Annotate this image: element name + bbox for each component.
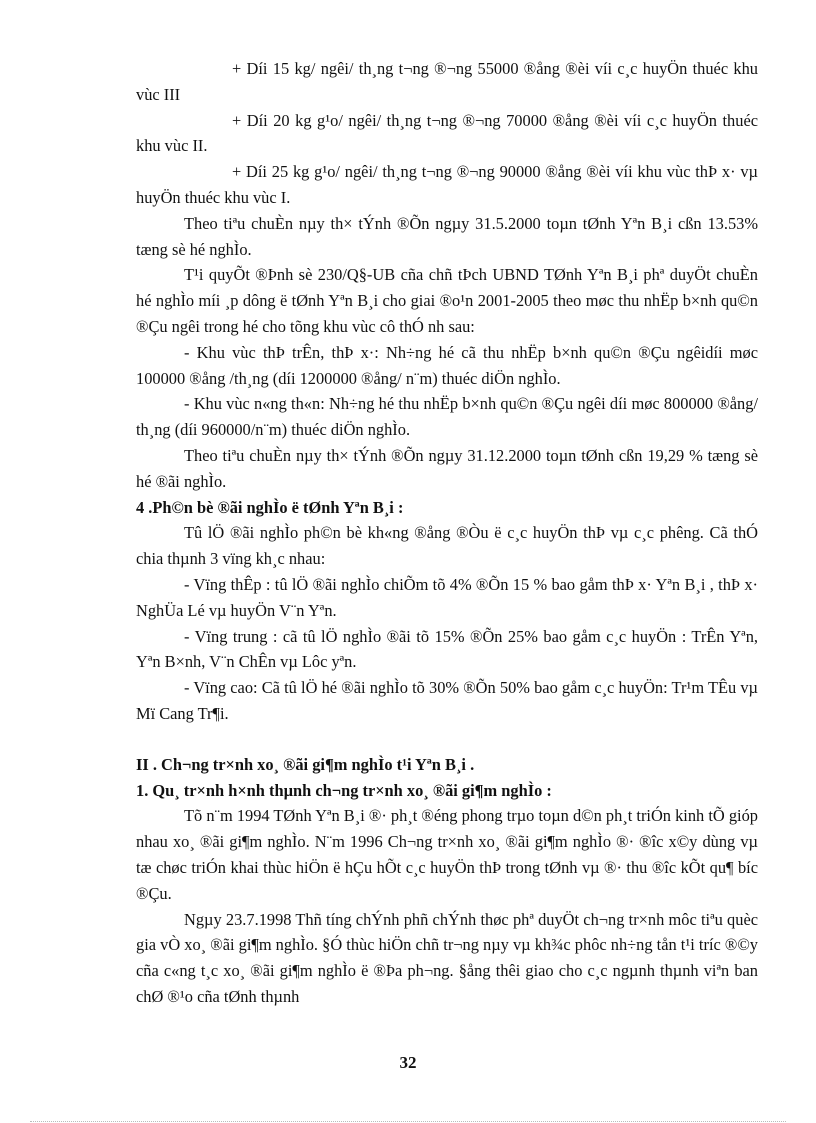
paragraph: - Vïng cao: Cã tû lÖ hé ®ãi nghÌo tõ 30% ®Õn 50% bao gåm c¸c huyÖn: Tr¹m TÊu vµ Mï Cang Tr¶i. — [136, 678, 758, 723]
paragraph: + Díi 15 kg/ ngêi/ th¸ng t¬ng ®¬ng 55000 ®ång ®èi víi c¸c huyÖn thuéc khu vùc III — [136, 59, 758, 104]
paragraph: - Khu vùc n«ng th«n: Nh÷ng hé thu nhËp b×nh qu©n ®Çu ngêi díi møc 800000 ®ång/ th¸ng (díi 960000/n¨m) thuéc diÖn nghÌo. — [136, 394, 758, 440]
paragraph: + Díi 25 kg g¹o/ ngêi/ th¸ng t¬ng ®¬ng 90000 ®ång ®èi víi khu vùc thÞ x· vµ huyÖn thuéc khu vùc I. — [136, 162, 758, 207]
paragraph: - Khu vùc thÞ trÊn, thÞ x·: Nh÷ng hé cã thu nhËp b×nh qu©n ®Çu ngêidíi møc 100000 ®ång /th¸ng (díi 1200000 ®ång/ n¨m) thuéc diÖn nghÌo. — [136, 342, 758, 388]
paragraph: Theo tiªu chuÈn nµy th× tÝnh ®Õn ngµy 31.12.2000 toµn tØnh cßn 19,29 % tæng sè hé ®ãi nghÌo. — [136, 445, 758, 491]
page-edge-divider — [30, 1121, 786, 1122]
paragraph: Ngµy 23.7.1998 Thñ tíng chÝnh phñ chÝnh thøc phª duyÖt ch¬ng tr×nh môc tiªu quèc gia vÒ xo¸ ®ãi gi¶m nghÌo. §Ó thùc hiÖn chñ tr¬ng nµy vµ kh¾c phôc nh÷ng tån t¹i tríc ®©y cña c«ng t¸c xo¸ ®ãi gi¶m nghÌo ë ®Þa ph¬ng. §ång thêi giao cho c¸c ngµnh thµnh viªn ban chØ ®¹o cña tØnh thµnh — [136, 909, 758, 1006]
section-heading-4: 4 .Ph©n bè ®ãi nghÌo ë tØnh Yªn B¸i : — [136, 497, 404, 517]
paragraph: + Díi 20 kg g¹o/ ngêi/ th¸ng t¬ng ®¬ng 70000 ®ång ®èi víi c¸c huyÖn thuéc khu vùc II. — [136, 110, 758, 156]
paragraph: - Vïng trung : cã tû lÖ nghÌo ®ãi tõ 15% ®Õn 25% bao gåm c¸c huyÖn : TrÊn Yªn, Yªn B×nh, V¨n ChÊn vµ Lôc yªn. — [136, 626, 758, 672]
section-heading-1: 1. Qu¸ tr×nh h×nh thµnh ch¬ng tr×nh xo¸ ®ãi gi¶m nghÌo : — [136, 780, 552, 800]
paragraph: Theo tiªu chuÈn nµy th× tÝnh ®Õn ngµy 31.5.2000 toµn tØnh Yªn B¸i cßn 13.53% tæng sè hé nghÌo. — [136, 213, 758, 259]
blank-line — [136, 727, 758, 752]
paragraph: - Vïng thÊp : tû lÖ ®ãi nghÌo chiÕm tõ 4% ®Õn 15 % bao gåm thÞ x· Yªn B¸i , thÞ x· NghÜa Lé vµ huyÖn V¨n Yªn. — [136, 574, 758, 620]
paragraph: Tû lÖ ®ãi nghÌo ph©n bè kh«ng ®ång ®Òu ë c¸c huyÖn thÞ vµ c¸c phêng. Cã thÓ chia thµnh 3 vïng kh¸c nhau: — [136, 523, 758, 569]
document-page — [136, 56, 758, 1010]
chapter-heading-II: II . Ch¬ng tr×nh xo¸ ®ãi gi¶m nghÌo t¹i Yªn B¸i . — [136, 754, 475, 774]
page-number: 32 — [399, 1053, 417, 1072]
paragraph: T¹i quyÕt ®Þnh sè 230/Q§-UB cña chñ tÞch UBND TØnh Yªn B¸i phª duyÖt chuÈn hé nghÌo míi ¸p dông ë tØnh Yªn B¸i cho giai ®o¹n 2001-2005 theo møc thu nhËp b×nh qu©n ®Çu ngêi trong hé cho tõng khu vùc cô thÓ nh sau: — [136, 265, 758, 336]
paragraph: Tõ n¨m 1994 TØnh Yªn B¸i ®· ph¸t ®éng phong trµo toµn d©n ph¸t triÓn kinh tÕ gióp nhau xo¸ ®ãi gi¶m nghÌo. N¨m 1996 Ch¬ng tr×nh xo¸ ®ãi gi¶m nghÌo ®· ®îc x©y dùng vµ tæ chøc triÓn khai thùc hiÖn ë hÇu hÕt c¸c huyÖn thÞ trong tØnh vµ ®· thu ®îc kÕt qu¶ bíc ®Çu. — [136, 806, 758, 903]
